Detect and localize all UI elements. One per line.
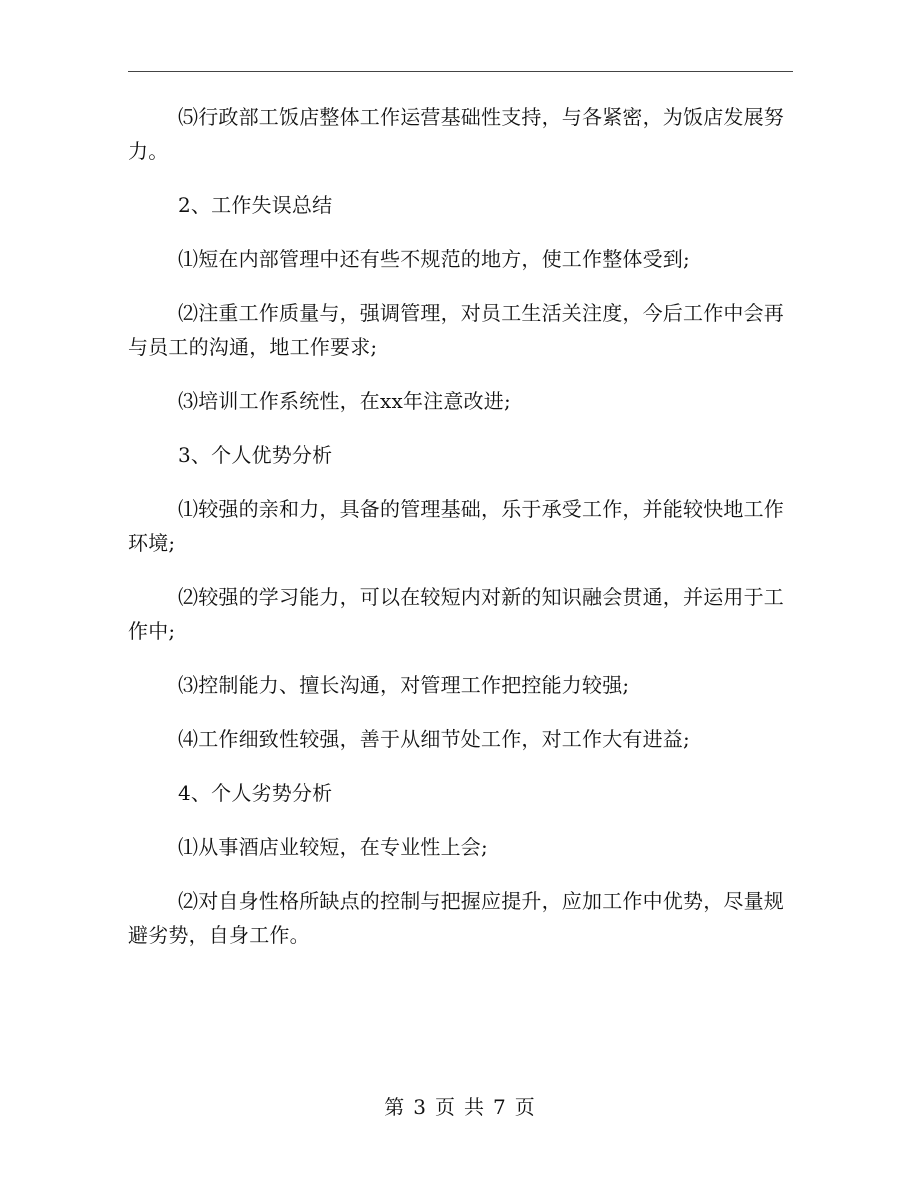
paragraph: ⑵注重工作质量与，强调管理，对员工生活关注度，今后工作中会再与员工的沟通，地工作要求; — [128, 301, 784, 359]
paragraph: ⑴较强的亲和力，具备的管理基础，乐于承受工作，并能较快地工作环境; — [128, 497, 784, 555]
paragraph: ⑷工作细致性较强，善于从细节处工作，对工作大有进益; — [178, 727, 690, 751]
footer-page-prefix: 第 — [384, 1095, 406, 1119]
paragraph: ⑸行政部工饭店整体工作运营基础性支持，与各紧密，为饭店发展努力。 — [128, 105, 784, 163]
footer-total-word: 共 — [464, 1095, 485, 1119]
document-body — [128, 100, 793, 972]
paragraph: ⑶培训工作系统性，在xx年注意改进; — [178, 389, 511, 413]
paragraph: ⑴短在内部管理中还有些不规范的地方，使工作整体受到; — [178, 247, 690, 271]
footer-current-page: 3 — [413, 1095, 427, 1119]
section-heading: 3、个人优势分析 — [178, 443, 333, 467]
footer-page-word: 页 — [435, 1095, 456, 1119]
footer-total-pages: 7 — [493, 1095, 507, 1119]
paragraph: ⑴从事酒店业较短，在专业性上会; — [178, 835, 488, 859]
paragraph: ⑵较强的学习能力，可以在较短内对新的知识融会贯通，并运用于工作中; — [128, 585, 784, 643]
footer-page-suffix: 页 — [514, 1095, 536, 1119]
header-rule — [128, 71, 793, 72]
section-heading: 4、个人劣势分析 — [178, 781, 333, 805]
paragraph: ⑶控制能力、擅长沟通，对管理工作把控能力较强; — [178, 673, 630, 697]
paragraph: ⑵对自身性格所缺点的控制与把握应提升，应加工作中优势，尽量规避劣势，自身工作。 — [128, 889, 784, 947]
page-footer — [0, 1092, 920, 1122]
section-heading: 2、工作失误总结 — [178, 193, 333, 217]
